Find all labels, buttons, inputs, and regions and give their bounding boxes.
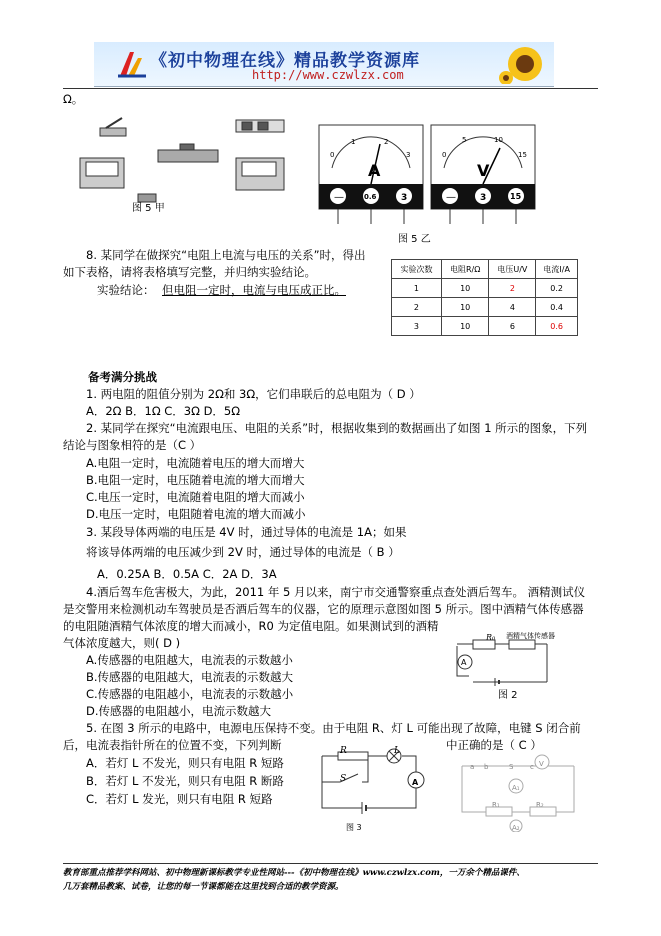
figure-2-sensor-label: 酒精气体传感器 bbox=[506, 632, 555, 640]
figure-2-meter-label: A bbox=[461, 658, 467, 667]
figure-3-caption: 图 3 bbox=[346, 823, 362, 832]
ammeter-dial bbox=[319, 125, 423, 224]
svg-text:A: A bbox=[368, 161, 381, 180]
fig5-jia-caption: 图 5 甲 bbox=[132, 203, 165, 214]
q2-option-a: A.电阻一定时，电流随着电压的增大而增大 bbox=[86, 456, 305, 470]
q3-stem1: 3. 某段导体两端的电压是 4V 时，通过导体的电流是 1A；如果 bbox=[86, 525, 407, 539]
voltmeter-dial bbox=[431, 125, 535, 224]
figure-right-label-s: S bbox=[509, 763, 514, 771]
footer-rule bbox=[63, 863, 598, 864]
figure-2-r0-label: R₀ bbox=[486, 633, 496, 642]
table-cell: 2 bbox=[489, 279, 536, 298]
q4-stem4: 气体浓度越大，则( D ) bbox=[63, 636, 181, 650]
table-header: 电阻R/Ω bbox=[441, 260, 488, 279]
svg-text:15: 15 bbox=[510, 192, 522, 201]
figure-3-meter-label: A bbox=[412, 778, 419, 787]
q5-option-c: C．若灯 L 发光，则只有电阻 R 短路 bbox=[86, 792, 273, 806]
figure-3-l-label: L bbox=[394, 746, 400, 756]
meters-figure bbox=[318, 124, 540, 224]
apparatus-figure bbox=[72, 112, 292, 220]
q5-stem2b: 中正确的是（ C ） bbox=[446, 738, 542, 752]
footer-line2: 几万套精品教案、试卷，让您的每一节课都能在这里找到合适的教学资源。 bbox=[63, 882, 344, 892]
figure-right-circuit bbox=[456, 752, 586, 832]
q5-stem1: 5. 在图 3 所示的电路中，电源电压保持不变。由于电阻 R、灯 L 可能出现了故障，电键 S 闭合前 bbox=[86, 721, 581, 735]
q2-stem2: 结论与图象相符的是（C ） bbox=[63, 438, 202, 452]
svg-text:—: — bbox=[334, 192, 344, 203]
logo-icon bbox=[116, 48, 148, 80]
q4-option-c: C.传感器的电阻越小，电流表的示数越小 bbox=[86, 687, 294, 701]
table-cell: 10 bbox=[441, 317, 488, 336]
footer-line1: 教育部重点推荐学科网站、初中物理新课标教学专业性网站---《初中物理在线》www.czwlzx.com，一万余个精品课件、 bbox=[63, 868, 525, 878]
battery-icon bbox=[236, 120, 284, 132]
table-cell: 3 bbox=[392, 317, 442, 336]
table-cell: 10 bbox=[441, 298, 488, 317]
svg-text:3: 3 bbox=[480, 193, 487, 203]
table-cell: 6 bbox=[489, 317, 536, 336]
figure-right-label-a2: A₂ bbox=[512, 824, 520, 832]
q4-option-d: D.传感器的电阻越小，电流示数越大 bbox=[86, 704, 272, 718]
svg-text:15: 15 bbox=[518, 151, 527, 159]
table-header: 电压U/V bbox=[489, 260, 536, 279]
svg-text:10: 10 bbox=[494, 136, 503, 144]
table-cell: 10 bbox=[441, 279, 488, 298]
ammeter-device-icon bbox=[80, 158, 124, 188]
switch-icon bbox=[100, 118, 126, 136]
figure-right-label-a1: A₁ bbox=[512, 784, 520, 792]
svg-text:—: — bbox=[446, 192, 456, 203]
figure-right-label-b: b bbox=[484, 763, 489, 771]
svg-text:0.6: 0.6 bbox=[364, 193, 377, 201]
svg-text:3: 3 bbox=[406, 151, 411, 159]
q1-stem: 1. 两电阻的阻值分别为 2Ω和 3Ω，它们串联后的总电阻为（ D ） bbox=[86, 387, 421, 401]
figure-right-label-r1: R₁ bbox=[492, 801, 500, 809]
rheostat-icon bbox=[158, 144, 218, 162]
q3-stem2: 将该导体两端的电压减少到 2V 时，通过导体的电流是（ B ） bbox=[86, 545, 400, 559]
figure-3-r-label: R bbox=[340, 746, 347, 756]
svg-text:3: 3 bbox=[401, 193, 408, 203]
q4-stem3: 的电阻随酒精气体浓度的增大而减小，R0 为定值电阻。如果测试到的酒精 bbox=[63, 619, 439, 633]
q2-option-d: D.电压一定时，电阻随着电流的增大而减小 bbox=[86, 507, 306, 521]
q2-option-b: B.电阻一定时，电压随着电流的增大而增大 bbox=[86, 473, 305, 487]
table-cell: 1 bbox=[392, 279, 442, 298]
figure-right-label-r2: R₂ bbox=[536, 801, 544, 809]
q8-line1: 8. 某同学在做探究“电阻上电流与电压的关系”时，得出 bbox=[86, 248, 366, 262]
section-title: 备考满分挑战 bbox=[88, 370, 157, 384]
svg-text:0: 0 bbox=[330, 151, 335, 159]
table-cell: 2 bbox=[392, 298, 442, 317]
q8-line2: 如下表格，请将表格填写完整，并归纳实验结论。 bbox=[63, 265, 316, 279]
q4-option-b: B.传感器的电阻越大，电流表的示数越大 bbox=[86, 670, 294, 684]
svg-text:1: 1 bbox=[351, 138, 356, 146]
header-url[interactable]: http://www.czwlzx.com bbox=[252, 68, 404, 82]
q2-option-c: C.电压一定时，电流随着电阻的增大而减小 bbox=[86, 490, 305, 504]
q8-conclusion-label: 实验结论： bbox=[97, 283, 155, 297]
table-header-row bbox=[392, 260, 578, 279]
svg-text:0: 0 bbox=[442, 151, 447, 159]
figure-right-label-c: c bbox=[530, 763, 534, 771]
fig5-yi-caption: 图 5 乙 bbox=[398, 234, 431, 245]
q5-stem2a: 后，电流表指针所在的位置不变，下列判断 bbox=[63, 738, 282, 752]
q8-table bbox=[391, 259, 578, 336]
q3-options: A．0.25A B．0.5A C．2A D．3A bbox=[97, 567, 277, 581]
q8-conclusion-value: 但电阻一定时，电流与电压成正比。 bbox=[162, 283, 346, 297]
table-row bbox=[392, 279, 578, 298]
header-title: 《初中物理在线》精品教学资源库 bbox=[150, 51, 420, 71]
header-rule bbox=[63, 88, 598, 89]
table-row bbox=[392, 317, 578, 336]
figure-right-label-v: V bbox=[539, 760, 544, 768]
table-cell: 0.2 bbox=[536, 279, 578, 298]
sunflower-icon bbox=[498, 44, 552, 84]
table-header: 实验次数 bbox=[392, 260, 442, 279]
top-fragment: Ω。 bbox=[63, 92, 84, 106]
q4-stem1: 4.酒后驾车危害极大，为此，2011 年 5 月以来，南宁市交通警察重点查处酒后驾车。 酒精测试仪 bbox=[86, 585, 586, 599]
q5-option-b: B．若灯 L 不发光，则只有电阻 R 断路 bbox=[86, 774, 284, 788]
q4-option-a: A.传感器的电阻越大，电流表的示数越小 bbox=[86, 653, 293, 667]
q5-option-a: A．若灯 L 不发光，则只有电阻 R 短路 bbox=[86, 756, 284, 770]
table-cell: 0.6 bbox=[536, 317, 578, 336]
svg-text:5: 5 bbox=[462, 136, 467, 144]
q1-options: A．2Ω B．1Ω C．3Ω D．5Ω bbox=[86, 404, 241, 418]
figure-right-label-a: a bbox=[470, 763, 475, 771]
svg-text:V: V bbox=[477, 161, 490, 180]
figure-3-s-label: S bbox=[340, 774, 347, 784]
svg-text:2: 2 bbox=[384, 138, 389, 146]
figure-2-caption: 图 2 bbox=[498, 690, 518, 701]
table-cell: 4 bbox=[489, 298, 536, 317]
table-cell: 0.4 bbox=[536, 298, 578, 317]
table-row bbox=[392, 298, 578, 317]
voltmeter-device-icon bbox=[236, 158, 284, 190]
q4-stem2: 是交警用来检测机动车驾驶员是否酒后驾车的仪器，它的原理示意图如图 5 所示。图中酒精气体传感器 bbox=[63, 602, 584, 616]
table-header: 电流I/A bbox=[536, 260, 578, 279]
q2-stem1: 2. 某同学在探究“电流跟电压、电阻的关系”时，根据收集到的数据画出了如图 1 所示的图象，下列 bbox=[86, 421, 588, 435]
